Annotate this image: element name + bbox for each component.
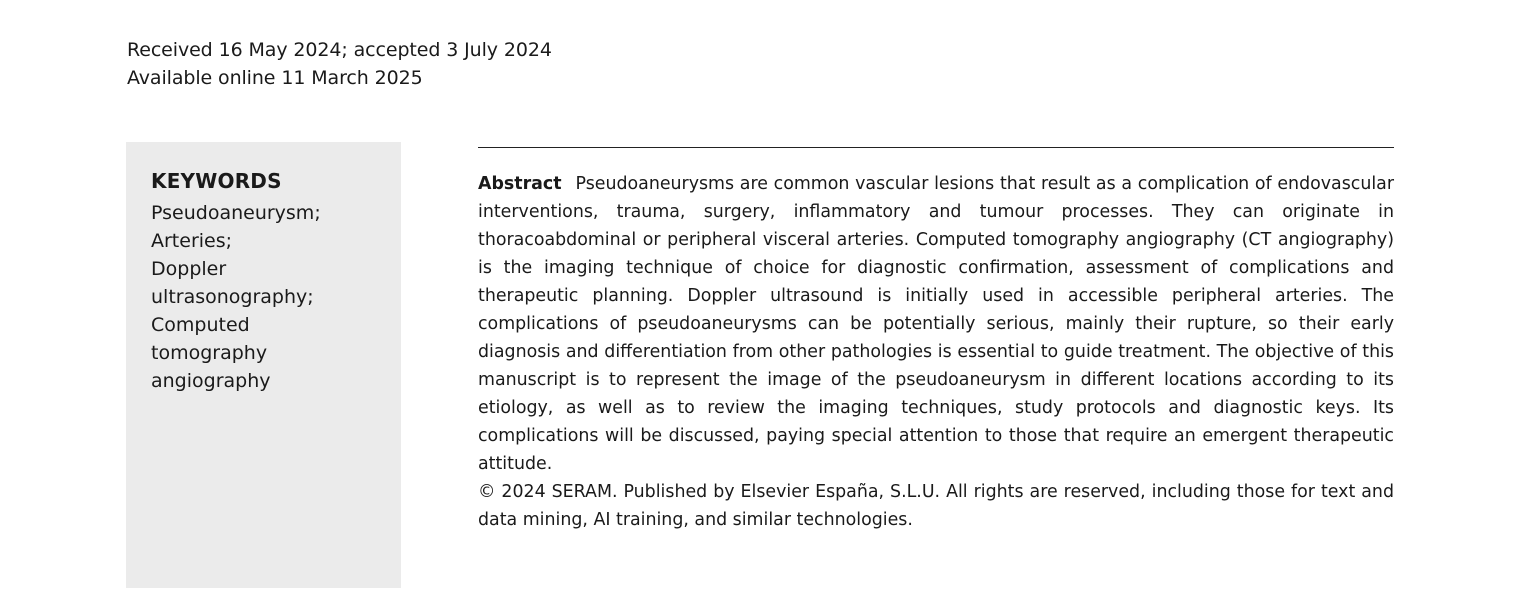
- keyword-item: Arteries;: [151, 230, 233, 252]
- keywords-heading: KEYWORDS: [151, 169, 282, 193]
- abstract-label: Abstract: [478, 174, 562, 194]
- keywords-panel: [126, 142, 401, 588]
- keyword-item: ultrasonography;: [151, 286, 314, 308]
- keyword-item: tomography: [151, 342, 268, 364]
- keywords-list: [151, 199, 321, 395]
- article-history: [127, 36, 552, 92]
- keyword-item: angiography: [151, 370, 271, 392]
- keyword-item: Computed: [151, 314, 250, 336]
- keyword-item: Doppler: [151, 258, 227, 280]
- copyright-notice: © 2024 SERAM. Published by Elsevier España, S.L.U. All rights are reserved, including those for text and data mining, AI training, and similar technologies.: [478, 482, 1394, 530]
- abstract-divider: [478, 147, 1394, 148]
- abstract-paragraph: [478, 170, 1394, 478]
- abstract-text: Pseudoaneurysms are common vascular lesions that result as a complication of endovascular interventions, trauma, surgery, inflammatory and tumour processes. They can originate in thoracoabdominal or peripheral visceral arteries. Computed tomography angiography (CT angiography) is the imaging technique of choice for diagnostic confirmation, assessment of complications and therapeutic planning. Doppler ultrasound is initially used in accessible peripheral arteries. The complications of pseudoaneurysms can be potentially serious, mainly their rupture, so their early diagnosis and differentiation from other pathologies is essential to guide treatment. The objective of this manuscript is to represent the image of the pseudoaneurysm in different locations according to its etiology, as well as to review the imaging techniques, study protocols and diagnostic keys. Its complications will be discussed, paying special attention to those that require an emergent therapeutic attitude.: [478, 174, 1394, 474]
- abstract-section: [478, 170, 1394, 534]
- received-accepted-dates: Received 16 May 2024; accepted 3 July 2024: [127, 39, 552, 61]
- available-online-date: Available online 11 March 2025: [127, 67, 423, 89]
- keyword-item: Pseudoaneurysm;: [151, 202, 321, 224]
